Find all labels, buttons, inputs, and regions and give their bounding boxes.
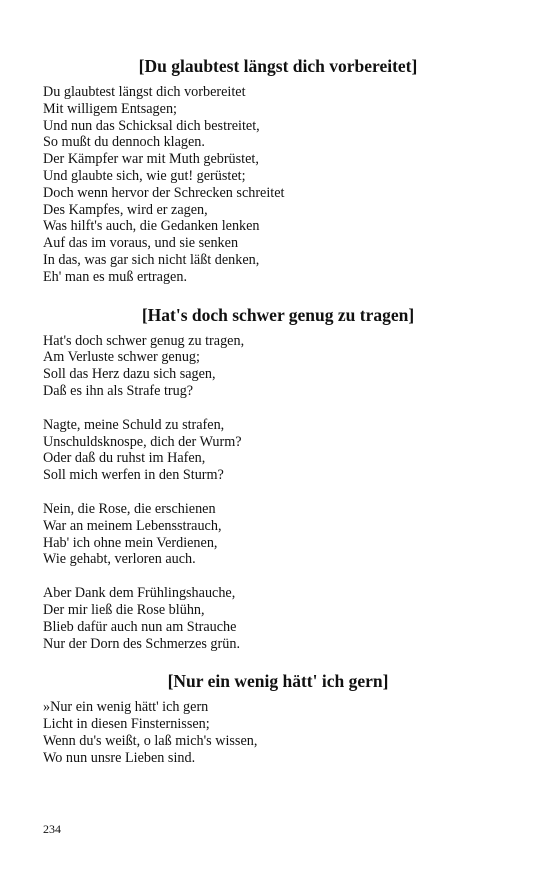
verse-line: »Nur ein wenig hätt' ich gern <box>43 699 209 716</box>
stanza <box>43 501 513 568</box>
poem-title: [Du glaubtest längst dich vorbereitet] <box>138 56 418 76</box>
verse-line: Licht in diesen Finsternissen; <box>43 716 210 733</box>
verse-line: Blieb dafür auch nun am Strauche <box>43 618 237 635</box>
stanza <box>43 417 513 484</box>
verse-line: Und glaubte sich, wie gut! gerüstet; <box>43 167 246 184</box>
poem-body <box>43 333 513 653</box>
verse-line: Nagte, meine Schuld zu strafen, <box>43 416 225 433</box>
verse-line: Du glaubtest längst dich vorbereitet <box>43 84 246 100</box>
verse-line: Nur der Dorn des Schmerzes grün. <box>43 635 240 652</box>
verse-line: Was hilft's auch, die Gedanken lenken <box>43 218 260 235</box>
verse-line: Hab' ich ohne mein Verdienen, <box>43 534 218 551</box>
verse-line: Unschuldsknospe, dich der Wurm? <box>43 433 242 450</box>
verse-line: Wo nun unsre Lieben sind. <box>43 749 196 766</box>
stanza <box>43 84 513 286</box>
verse-line: Wenn du's weißt, o laß mich's wissen, <box>43 732 258 749</box>
stanza <box>43 333 513 400</box>
stanza <box>43 585 513 652</box>
book-page <box>43 54 513 784</box>
poem-body <box>43 84 513 286</box>
verse-line: Mit willigem Entsagen; <box>43 100 177 117</box>
verse-line: War an meinem Lebensstrauch, <box>43 517 222 534</box>
verse-line: Hat's doch schwer genug zu tragen, <box>43 332 245 349</box>
poem-title: [Hat's doch schwer genug zu tragen] <box>141 304 415 325</box>
verse-line: Wie gehabt, verloren auch. <box>43 551 196 568</box>
verse-line: In das, was gar sich nicht läßt denken, <box>43 251 260 268</box>
verse-line: Doch wenn hervor der Schrecken schreitet <box>43 184 285 201</box>
poem-section <box>43 54 513 286</box>
verse-line: Am Verluste schwer genug; <box>43 349 200 366</box>
verse-line: Aber Dank dem Frühlingshauche, <box>43 585 236 602</box>
verse-line: Eh' man es muß ertragen. <box>43 268 187 285</box>
verse-line: Soll mich werfen in den Sturm? <box>43 467 224 484</box>
stanza <box>43 699 513 766</box>
verse-line: Daß es ihn als Strafe trug? <box>43 382 194 399</box>
verse-line: Und nun das Schicksal dich bestreitet, <box>43 117 260 134</box>
verse-line: Auf das im voraus, und sie senken <box>43 235 239 252</box>
verse-line: Soll das Herz dazu sich sagen, <box>43 366 216 383</box>
verse-line: Der mir ließ die Rose blühn, <box>43 601 205 618</box>
poem-body <box>43 699 513 766</box>
verse-line: Nein, die Rose, die erschienen <box>43 500 216 517</box>
poem-title: [Nur ein wenig hätt' ich gern] <box>167 671 389 692</box>
verse-line: Oder daß du ruhst im Hafen, <box>43 450 206 467</box>
verse-line: Der Kämpfer war mit Muth gebrüstet, <box>43 151 259 168</box>
poem-section <box>43 303 513 653</box>
page-number: 234 <box>43 822 61 836</box>
poem-section <box>43 669 513 766</box>
verse-line: Des Kampfes, wird er zagen, <box>43 201 208 218</box>
verse-line: So mußt du dennoch klagen. <box>43 134 205 151</box>
